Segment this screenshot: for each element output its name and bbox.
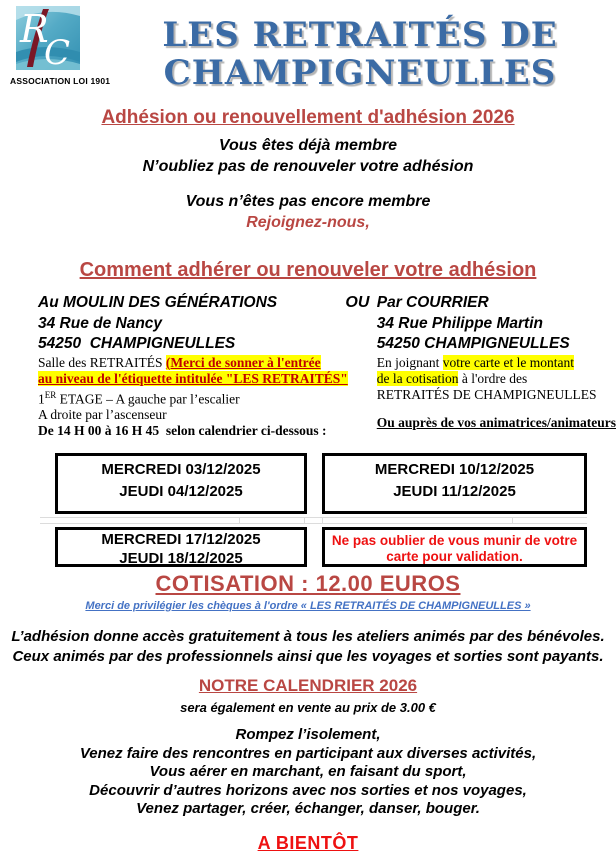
outro-line-5: Venez partager, créer, échanger, danser, bouger. xyxy=(136,800,480,817)
salle-highlight-2: au niveau de l'étiquette intitulée "LES RETRAITÉS" xyxy=(38,370,348,386)
card-validation-notice-box xyxy=(322,527,587,567)
box-row-2 xyxy=(55,527,587,567)
logo-caption: ASSOCIATION LOI 1901 xyxy=(10,76,111,86)
rc-logo-icon xyxy=(16,6,80,70)
comment-adherer-heading: Comment adhérer ou renouveler votre adhésion xyxy=(79,259,537,281)
date-box-2-line-1: MERCREDI 10/12/2025 xyxy=(374,461,535,478)
etage-line xyxy=(38,387,338,408)
date-box-1-line-1: MERCREDI 03/12/2025 xyxy=(101,461,261,478)
nonmember-line-1: Vous n’êtes pas encore membre xyxy=(185,193,431,210)
moulin-address-1: 34 Rue de Nancy xyxy=(38,314,163,332)
ou-separator: OU xyxy=(345,294,370,311)
date-box-3-line-2: JEUDI 18/12/2025 xyxy=(119,550,243,567)
join-options-columns xyxy=(0,293,616,439)
logo-letter-r: R xyxy=(20,7,49,51)
calendrier-heading: NOTRE CALENDRIER 2026 xyxy=(198,676,418,695)
a-bientot-closing: A BIENTÔT xyxy=(257,832,359,853)
notice-line-2: carte pour validation. xyxy=(386,549,523,564)
salle-line xyxy=(38,355,338,371)
adhesion-info xyxy=(0,627,616,667)
etiquette-line xyxy=(38,370,348,387)
joignant-line-2 xyxy=(377,371,616,387)
date-box-2-line-2: JEUDI 11/12/2025 xyxy=(393,483,516,500)
rejoignez-line: Rejoignez-nous, xyxy=(246,214,370,231)
outro-line-2: Venez faire des rencontres en participant aux diverses activités, xyxy=(79,744,537,762)
member-lines xyxy=(0,135,616,177)
member-line-2: N’oubliez pas de renouveler votre adhésion xyxy=(142,158,474,175)
joignant-highlight-1: votre carte et le montant xyxy=(442,354,574,370)
date-box-2 xyxy=(322,453,587,514)
cheques-note: Merci de privilégier les chèques à l'ordre « LES RETRAITÉS DE CHAMPIGNEULLES » xyxy=(85,600,531,612)
salle-prefix: Salle des RETRAITÉS xyxy=(38,354,166,370)
date-box-3 xyxy=(55,527,307,567)
ascenseur-line: A droite par l’ascenseur xyxy=(38,407,167,422)
animateurs-line: Ou auprès de vos animatrices/animateurs xyxy=(376,414,616,430)
cotisation-heading: COTISATION : 12.00 EUROS xyxy=(155,571,461,596)
date-box-1 xyxy=(55,453,307,514)
member-line-1: Vous êtes déjà membre xyxy=(218,137,398,154)
joignant-prefix: En joignant xyxy=(376,354,443,370)
salle-highlight-1: (Merci de sonner à l'entrée xyxy=(165,354,321,370)
joignant-suffix: à l'ordre des xyxy=(458,370,528,386)
moulin-address-2: 54250 CHAMPIGNEULLES xyxy=(38,335,236,352)
joignant-line-3: RETRAITÉS DE CHAMPIGNEULLES xyxy=(376,386,597,402)
etage-superscript: ER xyxy=(44,389,57,400)
outro-lines xyxy=(0,726,616,819)
etage-number: 1 xyxy=(38,391,45,406)
courrier-address-2: 54250 CHAMPIGNEULLES xyxy=(376,335,570,352)
calendar-boxes xyxy=(0,453,616,567)
box-row-1 xyxy=(55,453,587,514)
date-box-1-line-2: JEUDI 04/12/2025 xyxy=(119,483,243,500)
logo-letter-c: C xyxy=(44,33,71,70)
association-title xyxy=(104,16,616,92)
spreadsheet-gridline-strip xyxy=(40,517,587,524)
outro-line-4: Découvrir d’autres horizons avec nos sorties et nos voyages, xyxy=(89,781,527,799)
nonmember-lines xyxy=(0,191,616,233)
courrier-address-1: 34 Rue Philippe Martin xyxy=(376,314,543,332)
adhesion-info-line-1: L’adhésion donne accès gratuitement à tous les ateliers animés par des bénévoles. xyxy=(11,628,605,645)
association-logo-block xyxy=(10,6,114,86)
joignant-highlight-2: de la cotisation xyxy=(376,370,459,386)
date-box-3-line-1: MERCREDI 17/12/2025 xyxy=(101,531,261,548)
adhesion-heading: Adhésion ou renouvellement d'adhésion 2026 xyxy=(101,107,515,128)
header xyxy=(0,0,616,100)
etage-text: ETAGE – A gauche par l’escalier xyxy=(56,391,240,406)
outro-line-3: Vous aérer en marchant, en faisant du sport, xyxy=(149,763,467,780)
moulin-title: Au MOULIN DES GÉNÉRATIONS xyxy=(38,294,278,311)
calendrier-price-note: sera également en vente au prix de 3.00 € xyxy=(180,700,436,715)
joignant-line-1 xyxy=(377,355,616,371)
outro-line-1: Rompez l’isolement, xyxy=(235,726,381,743)
title-line-1: LES RETRAITÉS DE xyxy=(162,15,558,55)
horaires-line: De 14 H 00 à 16 H 45 selon calendrier ci-dessous : xyxy=(38,423,327,438)
title-line-2: CHAMPIGNEULLES xyxy=(163,53,557,93)
notice-line-1: Ne pas oublier de vous munir de votre xyxy=(331,533,578,548)
courrier-column xyxy=(377,293,616,439)
moulin-column xyxy=(38,293,348,439)
adhesion-info-line-2: Ceux animés par des professionnels ainsi que les voyages et sorties sont payants. xyxy=(12,648,604,665)
courrier-title: Par COURRIER xyxy=(376,294,489,311)
